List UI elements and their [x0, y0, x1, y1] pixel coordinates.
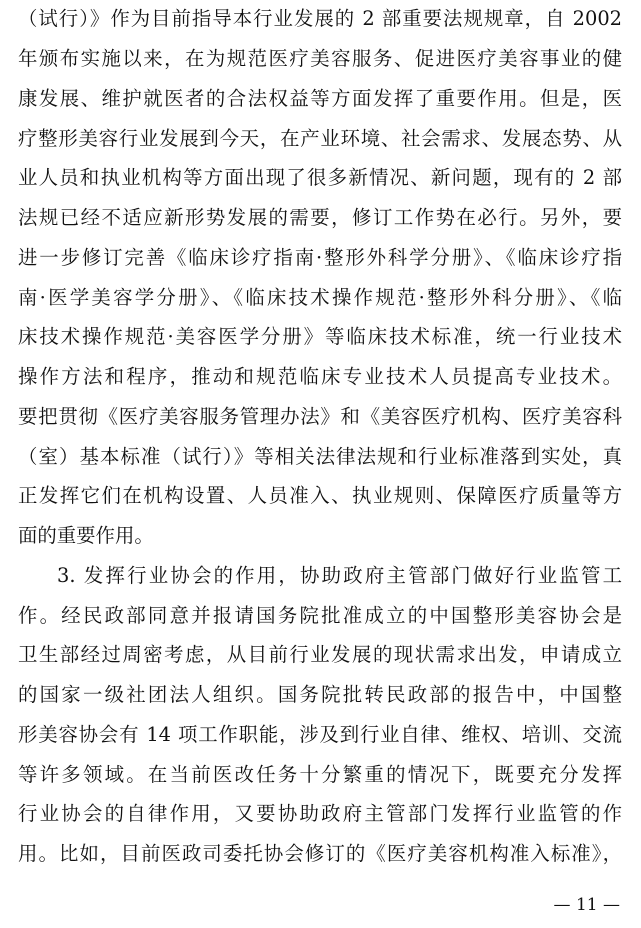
paragraph-line: 法规已经不适应新形势发展的需要，修订工作势在必行。另外，要 — [18, 206, 622, 229]
paragraph-line: 作。经民政部同意并报请国务院批准成立的中国整形美容协会是 — [18, 604, 622, 627]
paragraph-line: 正发挥它们在机构设置、人员准入、执业规则、保障医疗质量等方 — [18, 484, 622, 507]
paragraph-line: 康发展、维护就医者的合法权益等方面发挥了重要作用。但是，医 — [18, 87, 622, 110]
paragraph-line: 年颁布实施以来，在为规范医疗美容服务、促进医疗美容事业的健 — [18, 47, 622, 70]
paragraph-line: 疗整形美容行业发展到今天，在产业环境、社会需求、发展态势、从 — [18, 127, 622, 150]
paragraph-line: 南·医学美容学分册》、《临床技术操作规范·整形外科分册》、《临 — [18, 286, 622, 309]
paragraph-line: 用。比如，目前医政司委托协会修订的《医疗美容机构准入标准》， — [18, 842, 622, 865]
paragraph-line: 形美容协会有 14 项工作职能，涉及到行业自律、维权、培训、交流 — [18, 723, 622, 746]
paragraph-line: 卫生部经过周密考虑，从目前行业发展的现状需求出发，申请成立 — [18, 643, 622, 666]
paragraph-line: 操作方法和程序，推动和规范临床专业技术人员提高专业技术。 — [18, 365, 622, 388]
paragraph-line: （试行）》作为目前指导本行业发展的 2 部重要法规规章，自 2002 — [18, 7, 622, 30]
paragraph-line: 等许多领域。在当前医改任务十分繁重的情况下，既要充分发挥 — [18, 763, 622, 786]
paragraph-line: 面的重要作用。 — [18, 524, 154, 547]
paragraph-line: （室）基本标准（试行）》等相关法律法规和行业标准落到实处，真 — [18, 445, 622, 468]
page-number: — 11 — — [553, 895, 620, 915]
paragraph-line: 要把贯彻《医疗美容服务管理办法》和《美容医疗机构、医疗美容科 — [18, 405, 622, 428]
paragraph-line: 行业协会的自律作用，又要协助政府主管部门发挥行业监管的作 — [18, 802, 622, 825]
paragraph-line: 业人员和执业机构等方面出现了很多新情况、新问题，现有的 2 部 — [18, 166, 622, 189]
paragraph-line: 床技术操作规范·美容医学分册》等临床技术标准，统一行业技术 — [18, 325, 622, 348]
paragraph-line: 进一步修订完善《临床诊疗指南·整形外科学分册》、《临床诊疗指 — [18, 246, 622, 269]
paragraph-line: 的国家一级社团法人组织。国务院批转民政部的报告中，中国整 — [18, 683, 622, 706]
paragraph-line: 3. 发挥行业协会的作用，协助政府主管部门做好行业监管工 — [57, 564, 622, 587]
